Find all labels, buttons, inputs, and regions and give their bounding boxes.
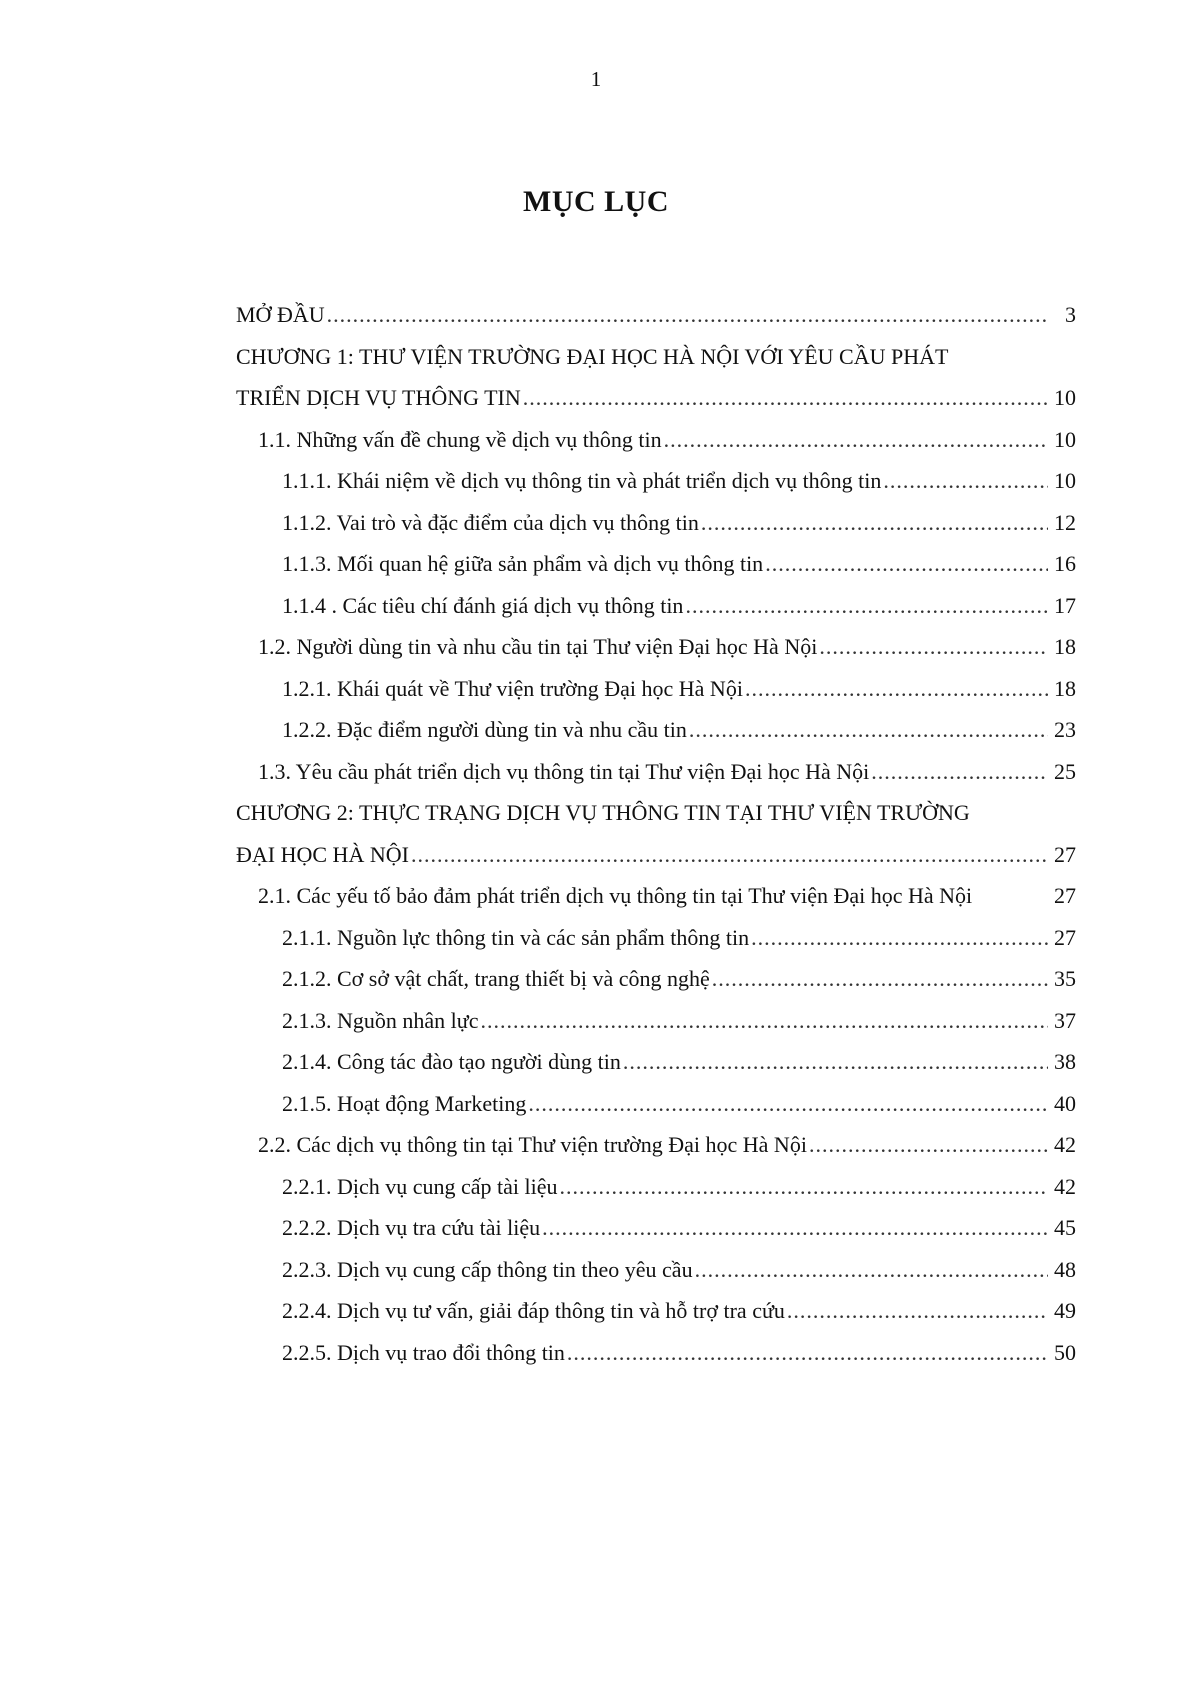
toc-entry-text: 2.1.5. Hoạt động Marketing: [282, 1090, 527, 1116]
toc-entry-section-2-1-5[interactable]: [236, 1083, 1076, 1125]
dot-leader: [567, 1332, 1048, 1374]
page-number: 1: [590, 67, 602, 91]
toc-entry-text: 1.1.4 . Các tiêu chí đánh giá dịch vụ thông tin: [282, 592, 684, 618]
toc-entry-page: 40: [1054, 1090, 1076, 1116]
toc-entry-text: 2.1.4. Công tác đào tạo người dùng tin: [282, 1049, 621, 1074]
toc-entry-page: 18: [1054, 675, 1076, 701]
toc-entry-page: 10: [1054, 468, 1076, 493]
dot-leader: [871, 751, 1048, 793]
toc-entry-page: 25: [1054, 758, 1076, 784]
toc-entry-page: 49: [1054, 1298, 1076, 1323]
toc-entry-page: 35: [1054, 966, 1076, 991]
toc-entry-line-2: [236, 377, 1076, 419]
toc-entry-text: 2.2.5. Dịch vụ trao đổi thông tin: [282, 1339, 565, 1365]
toc-entry-section-2-2-3[interactable]: [236, 1249, 1076, 1291]
dot-leader: [701, 502, 1048, 544]
toc-entry-page: 12: [1054, 509, 1076, 535]
toc-entry-text: 2.2.3. Dịch vụ cung cấp thông tin theo yêu cầu: [282, 1256, 693, 1282]
dot-leader: [528, 1083, 1048, 1125]
toc-entry-text: 2.1.3. Nguồn nhân lực: [282, 1007, 479, 1033]
toc-entry-text: 2.2.2. Dịch vụ tra cứu tài liệu: [282, 1215, 541, 1240]
toc-entry-page: 3: [1065, 302, 1076, 327]
toc-entry-text: MỞ ĐẦU: [236, 302, 325, 327]
toc-entry-text-line-1: CHƯƠNG 2: THỰC TRẠNG DỊCH VỤ THÔNG TIN TẠI THƯ VIỆN TRƯỜNG: [236, 800, 970, 825]
dot-leader: [560, 1166, 1048, 1208]
toc-entry-section-2-1-4[interactable]: [236, 1041, 1076, 1083]
toc-entry-section-1-3[interactable]: [236, 751, 1076, 793]
dot-leader: [685, 585, 1048, 627]
toc-entry-text: 1.2. Người dùng tin và nhu cầu tin tại Thư viện Đại học Hà Nội: [258, 634, 818, 659]
toc-entry-text: 2.2. Các dịch vụ thông tin tại Thư viện trường Đại học Hà Nội: [258, 1132, 807, 1157]
toc-entry-page: 10: [1054, 426, 1076, 452]
dot-leader: [819, 626, 1048, 668]
dot-leader: [542, 1207, 1048, 1249]
toc-entry-page: 16: [1054, 551, 1076, 576]
toc-entry-page: 27: [1054, 841, 1076, 867]
dot-leader: [480, 1000, 1048, 1042]
toc-entry-section-1-2[interactable]: [236, 626, 1076, 668]
toc-entry-intro[interactable]: [236, 294, 1076, 336]
toc-entry-text: 1.1.2. Vai trò và đặc điểm của dịch vụ thông tin: [282, 509, 699, 535]
toc-entry-section-2-1-1[interactable]: [236, 917, 1076, 959]
toc-entry-section-1-1-1[interactable]: [236, 460, 1076, 502]
toc-entry-page: 27: [1054, 883, 1076, 908]
toc-entry-chapter-1[interactable]: [236, 336, 1076, 419]
toc-entry-section-1-2-1[interactable]: [236, 668, 1076, 710]
toc-entry-text-line-2: ĐẠI HỌC HÀ NỘI: [236, 841, 409, 867]
dot-leader: [883, 460, 1048, 502]
toc-entry-text: 1.1.3. Mối quan hệ giữa sản phẩm và dịch vụ thông tin: [282, 551, 764, 576]
toc-entry-section-1-1-3[interactable]: [236, 543, 1076, 585]
toc-entry-section-1-2-2[interactable]: [236, 709, 1076, 751]
toc-entry-chapter-2[interactable]: [236, 792, 1076, 875]
toc-entry-text: 1.2.1. Khái quát về Thư viện trường Đại học Hà Nội: [282, 675, 743, 701]
toc-entry-text-line-1: CHƯƠNG 1: THƯ VIỆN TRƯỜNG ĐẠI HỌC HÀ NỘI VỚI YÊU CẦU PHÁT: [236, 343, 949, 369]
dot-leader: [765, 543, 1048, 585]
toc-entry-section-1-1-4[interactable]: [236, 585, 1076, 627]
toc-entry-section-2-2-5[interactable]: [236, 1332, 1076, 1374]
toc-entry-section-2-2[interactable]: [236, 1124, 1076, 1166]
toc-entry-section-1-1-2[interactable]: [236, 502, 1076, 544]
dot-leader: [411, 834, 1048, 876]
toc-entry-text: 1.1. Những vấn đề chung về dịch vụ thông tin: [258, 426, 662, 452]
toc-entry-page: 45: [1054, 1215, 1076, 1240]
toc-entry-page: 18: [1054, 634, 1076, 659]
toc-entry-section-2-1[interactable]: [236, 875, 1076, 917]
dot-leader: [809, 1124, 1048, 1166]
dot-leader: [751, 917, 1048, 959]
toc-entry-text: 2.1. Các yếu tố bảo đảm phát triển dịch vụ thông tin tại Thư viện Đại học Hà Nội: [258, 883, 973, 908]
table-of-contents: [236, 294, 1076, 1373]
dot-leader: [623, 1041, 1048, 1083]
toc-entry-section-2-2-2[interactable]: [236, 1207, 1076, 1249]
dot-leader: [327, 294, 1048, 336]
toc-entry-section-2-2-4[interactable]: [236, 1290, 1076, 1332]
dot-leader: [689, 709, 1048, 751]
dot-leader: [745, 668, 1048, 710]
toc-entry-text: 2.2.4. Dịch vụ tư vấn, giải đáp thông tin và hỗ trợ tra cứu: [282, 1298, 785, 1323]
toc-entry-text: 1.1.1. Khái niệm về dịch vụ thông tin và phát triển dịch vụ thông tin: [282, 468, 882, 493]
toc-entry-page: 42: [1054, 1132, 1076, 1157]
toc-entry-section-2-1-2[interactable]: [236, 958, 1076, 1000]
toc-entry-text: 2.2.1. Dịch vụ cung cấp tài liệu: [282, 1173, 558, 1199]
toc-entry-page: 27: [1054, 924, 1076, 950]
toc-entry-section-1-1[interactable]: [236, 419, 1076, 461]
page-title: MỤC LỤC: [523, 185, 669, 218]
toc-entry-text: 2.1.2. Cơ sở vật chất, trang thiết bị và công nghệ: [282, 966, 710, 991]
toc-entry-section-2-1-3[interactable]: [236, 1000, 1076, 1042]
toc-entry-page: 17: [1054, 592, 1076, 618]
toc-entry-page: 48: [1054, 1256, 1076, 1282]
dot-leader: [712, 958, 1048, 1000]
toc-entry-page: 37: [1054, 1007, 1076, 1033]
dot-leader: [695, 1249, 1048, 1291]
toc-entry-text: 2.1.1. Nguồn lực thông tin và các sản phẩm thông tin: [282, 924, 750, 950]
toc-entry-text-line-2: TRIỂN DỊCH VỤ THÔNG TIN: [236, 385, 521, 410]
toc-entry-text: 1.2.2. Đặc điểm người dùng tin và nhu cầu tin: [282, 717, 687, 742]
toc-entry-text: 1.3. Yêu cầu phát triển dịch vụ thông tin tại Thư viện Đại học Hà Nội: [258, 758, 870, 784]
toc-entry-line-2: [236, 834, 1076, 876]
dot-leader: [523, 377, 1048, 419]
dot-leader: [664, 419, 1048, 461]
toc-entry-page: 42: [1054, 1173, 1076, 1199]
toc-entry-page: 50: [1054, 1339, 1076, 1365]
toc-entry-section-2-2-1[interactable]: [236, 1166, 1076, 1208]
dot-leader: [787, 1290, 1048, 1332]
toc-entry-page: 23: [1054, 717, 1076, 742]
toc-entry-page: 10: [1054, 385, 1076, 410]
toc-entry-page: 38: [1054, 1049, 1076, 1074]
